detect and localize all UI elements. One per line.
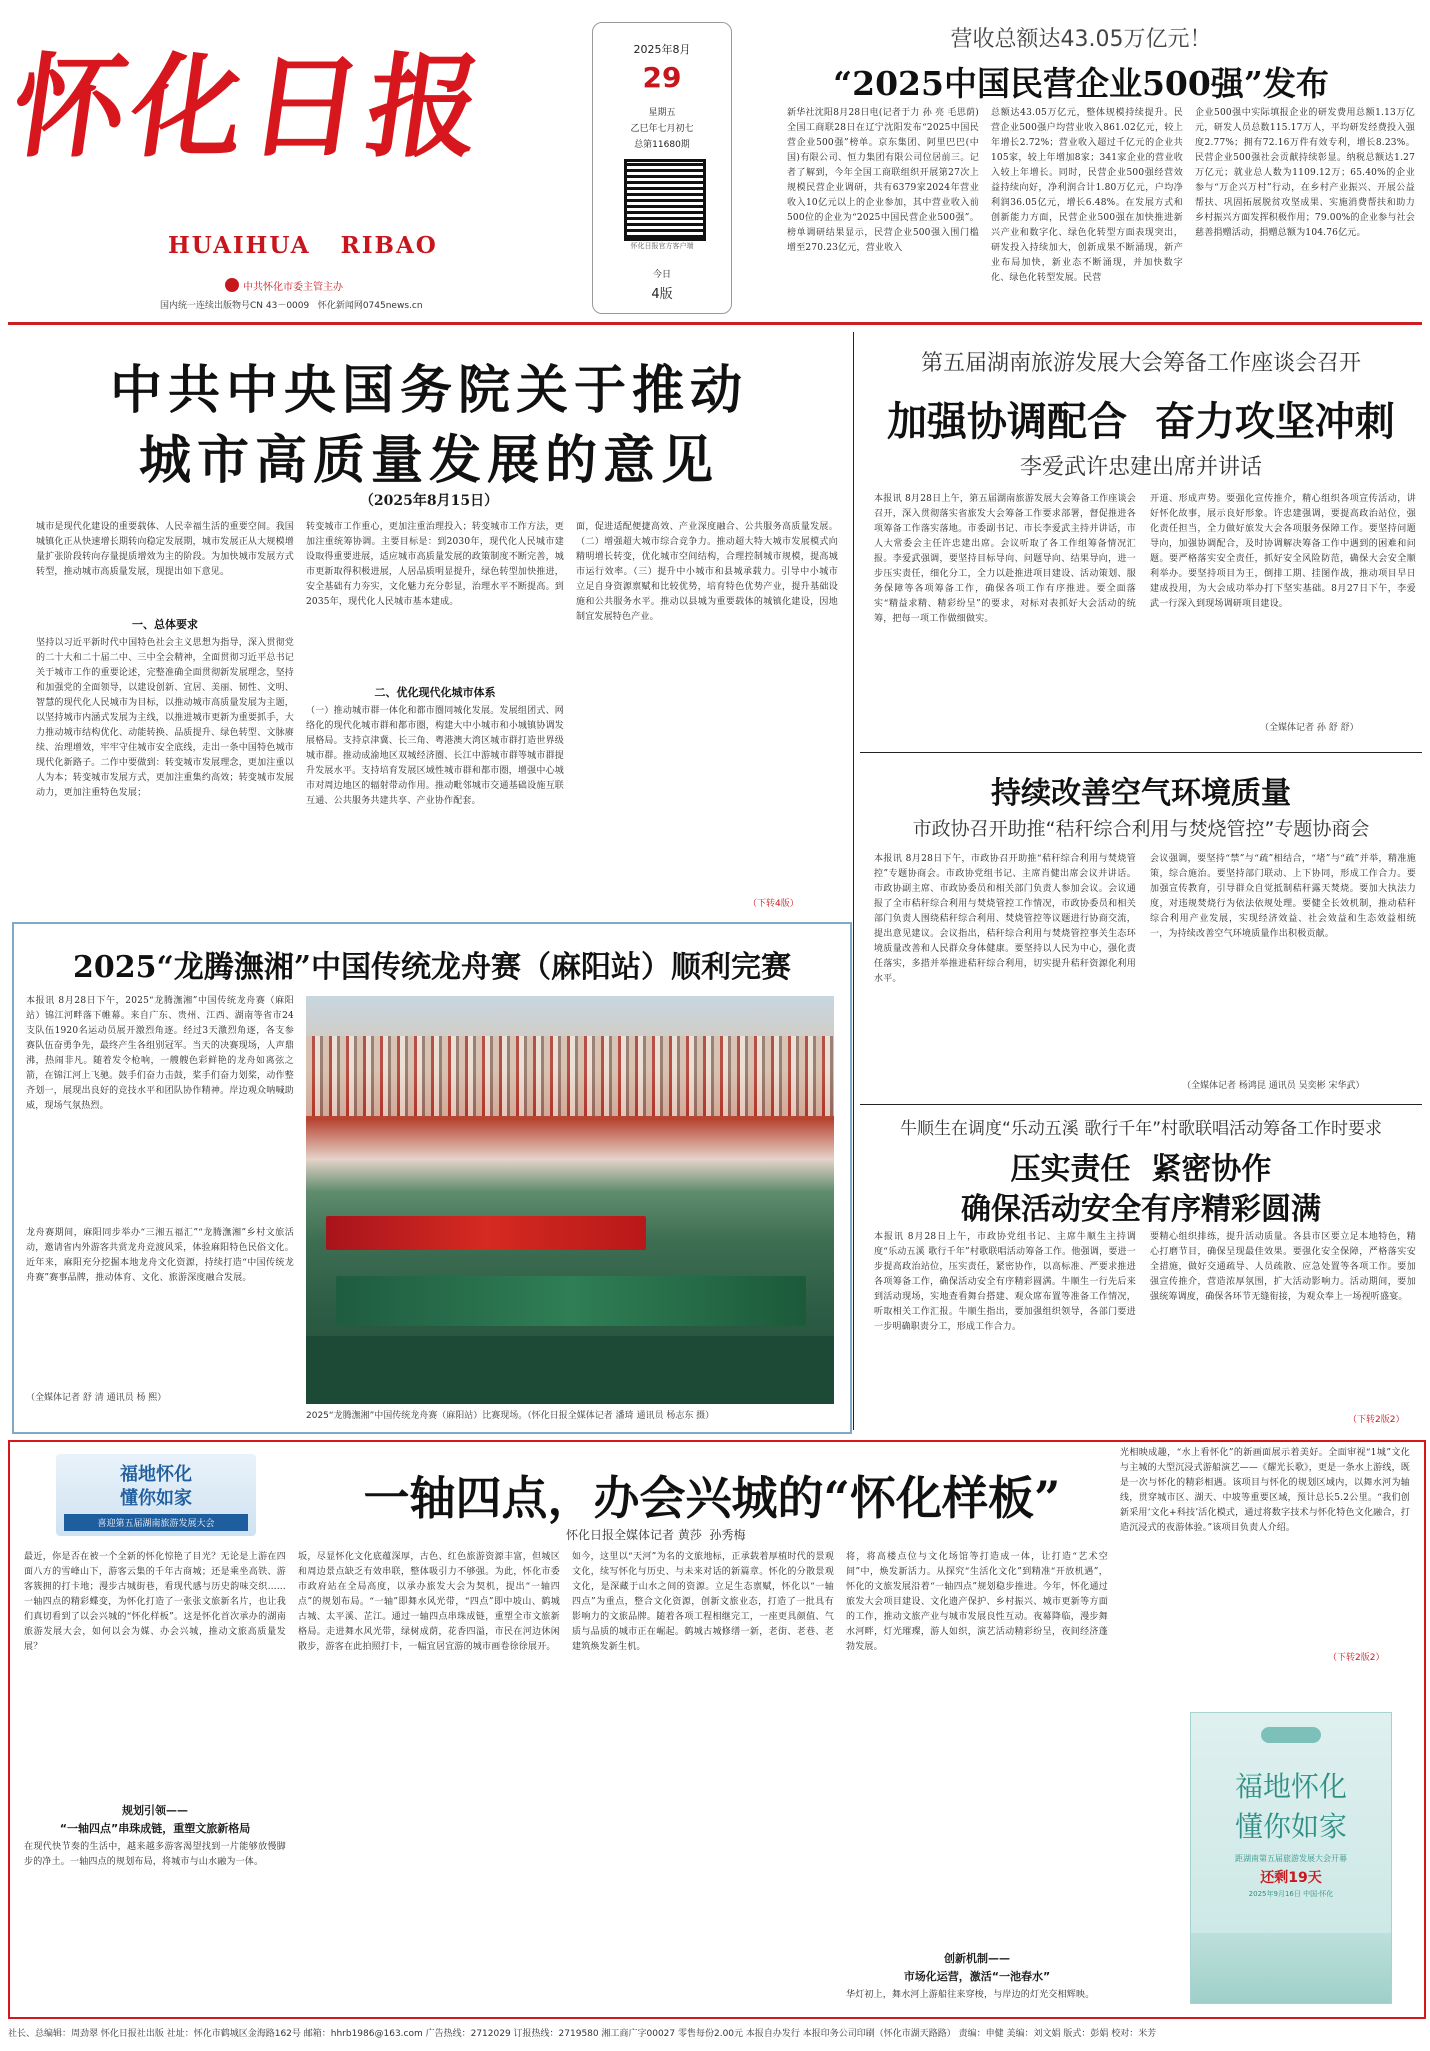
lead-col-1-intro: 城市是现代化建设的重要载体、人民幸福生活的重要空间。我国城镇化正从快速增长期转向稳定发展期，城市发展正从大规模增量扩张阶段转向存量提质增效为主的阶段。为加快城市发展方式转型，推动城市高质量发展，现提出如下意见。 bbox=[36, 522, 294, 577]
issue-number: 总第11680期 bbox=[634, 140, 690, 150]
divider-vertical-main bbox=[853, 332, 854, 1430]
song-title-line-1: 压实责任 紧密协作 bbox=[1010, 1152, 1272, 1187]
photo-water bbox=[306, 1336, 834, 1404]
dragon-boat-photo bbox=[306, 996, 834, 1404]
qr-caption: 怀化日报官方客户端 bbox=[630, 242, 694, 250]
badge-line-3: 喜迎第五届湖南旅游发展大会 bbox=[64, 1514, 248, 1531]
tourism-subtitle: 李爱武许忠建出席并讲话 bbox=[1019, 455, 1262, 480]
promo-line-3: 距湖南第五届旅游发展大会开幕 bbox=[1235, 1854, 1347, 1863]
promo-line-1: 福地怀化 bbox=[1234, 1770, 1347, 1803]
boat-byline: （全媒体记者 舒 清 通讯员 杨 熙） bbox=[26, 1393, 167, 1403]
tourism-article bbox=[860, 330, 1422, 750]
feature-col-1-section: 规划引领—— bbox=[122, 1804, 188, 1817]
masthead-sponsor: 中共怀化市委主管主办 bbox=[243, 282, 343, 293]
feature-col-1-section-2: “一轴四点”串珠成链，重塑文旅新格局 bbox=[59, 1822, 251, 1835]
feature-badge bbox=[56, 1454, 256, 1536]
page-footer: 社长、总编辑：周劲翠 怀化日报社出版 社址：怀化市鹤城区金海路162号 邮箱：hhrb1986@163.com 广告热线：2712029 订报热线：2719580 湘工商广字00027 零售每份2.00元 本报自办发行 本报印务公司印刷（怀化市湖天路路） 责编：申健 美编：刘文娟 版式：彭娟 校对：米芳 bbox=[8, 2029, 1157, 2039]
date-day: 29 bbox=[642, 61, 682, 94]
red-dragon-boat bbox=[326, 1216, 646, 1250]
date-weekday: 星期五 bbox=[648, 108, 676, 118]
lead-section-1: 一、总体要求 bbox=[132, 618, 198, 631]
boat-col-1: 本报讯 8月28日下午，2025“龙腾潕湘”中国传统龙舟赛（麻阳站）锦江河畔落下帷幕。来自广东、贵州、江西、湖南等省市24支队伍1920名运动员展开激烈角逐。经过3天激烈角逐，各支参赛队伍奋勇争先，最终产生各组别冠军。当天的决赛现场，人声鼎沸，热闹非凡。随着发令枪响，一艘艘色彩鲜艳的龙舟如离弦之箭，在锦江河上飞驰。鼓手们奋力击鼓，桨手们奋力划桨，动作整齐划一，展现出良好的竞技水平和团队协作精神。岸边观众呐喊助威，现场气氛热烈。 bbox=[26, 996, 294, 1111]
tourism-byline: （全媒体记者 孙 舒 舒） bbox=[1260, 723, 1359, 733]
top-story-kicker: 营收总额达43.05万亿元！ bbox=[950, 27, 1212, 52]
song-col-1: 本报讯 8月28日上午，市政协党组书记、主席牛顺生主持调度“乐动五溪 歌行千年”村歌联唱活动筹备工作。他强调，要进一步提高政治站位，压实责任，紧密协作，以高标准、严要求推进各项筹备工作，确保活动安全有序精彩圆满。牛顺生一行先后来到活动现场，实地查看舞台搭建、观众席布置等准备工作情况，听取相关工作汇报。牛顺生指出，要加强组织领导，各部门要进一步明确职责分工，形成工作合力。 bbox=[874, 1232, 1136, 1332]
feature-col-4b: 华灯初上，舞水河上游船往来穿梭，与岸边的灯光交相辉映。 bbox=[846, 1990, 1095, 2000]
feature-col-4-section-2: 市场化运营，激活“一池春水” bbox=[903, 1970, 1051, 1983]
lead-jump[interactable]: （下转4版） bbox=[748, 899, 799, 909]
air-title: 持续改善空气环境质量 bbox=[991, 776, 1291, 811]
badge-line-1: 福地怀化 bbox=[120, 1464, 192, 1485]
boat-title: 2025“龙腾潕湘”中国传统龙舟赛（麻阳站）顺利完赛 bbox=[72, 950, 791, 985]
photo-crowd bbox=[306, 1036, 834, 1116]
top-story-col-3: 企业500强中实际填报企业的研发费用总额1.13万亿元，研发人员总数115.17万人，平均研发经费投入强度2.77%；拥有72.16万件有效专利，增长8.23%。民营企业500强社会贡献持续彰显。纳税总额达1.27万亿元；就业总人数为1109.12万；65.40%的企业参与“万企兴万村”行动，在乡村产业振兴、开展公益帮扶、巩固拓展脱贫攻坚成果、实施消费帮扶和助力乡村振兴方面发挥积极作用；79.00%的企业参与社会慈善捐赠活动，捐赠总额为104.76亿元。 bbox=[1195, 108, 1415, 238]
lead-col-2-body-b: （一）推动城市群一体化和都市圈同城化发展。发展组团式、网络化的现代化城市群和都市圈，构建大中小城市和小城镇协调发展格局。支持京津冀、长三角、粤港澳大湾区城市群打造世界级城市群。推动成渝地区双城经济圈、长江中游城市群等城市群提升发展水平。支持培育发展区域性城市群和都市圈，增强中心城市对周边地区的辐射带动作用。推动毗邻城市交通基础设施互联互通、公共服务共建共享、产业协作配套。 bbox=[306, 706, 564, 806]
date-month: 2025年8月 bbox=[633, 43, 691, 56]
feature-col-4: 将，将高楼点位与文化场馆等打造成一体，让打造“艺术空间”中，焕发新活力。从探究“生活化文化”到精准“开放机遇”，怀化的文旅发展沿着“一轴四点”规划稳步推进。今年，怀化通过旅发大会项目建设、文化遗产保护、乡村振兴、城市更新等方面的工作，推动文旅产业与城市发展良性互动。夜幕降临，漫步舞水河畔，灯光璀璨，游人如织，演艺活动精彩纷呈，夜间经济蓬勃发展。 bbox=[846, 1552, 1108, 1652]
feature-col-3: 如今，这里以“天河”为名的文旅地标，正承载着厚植时代的景观文化，续写怀化与历史、与未来对话的新篇章。怀化的分散景观文化，是深藏于山水之间的资源。立足生态禀赋，怀化以“一轴四点”为重点，整合文化资源，创新文旅业态，打造了一批具有影响力的文旅品牌。随着各项工程相继完工，一座更具颜值、气质与品质的城市正在崛起。鹤城古城修缮一新，老街、老巷、老建筑焕发新生机。 bbox=[572, 1552, 834, 1652]
top-story-col-2: 总额达43.05万亿元，整体规模持续提升。民营企业500强户均营业收入861.02亿元，较上年增长2.72%；营业收入超过千亿元的企业共105家，较上年增加8家；341家企业的营业收入较上年增长。同时，民营企业500强经营效益持续向好，净利润合计1.80万亿元，户均净利润36.05亿元，增长6.48%。在发展方式和创新能力方面，民营企业500强在加快推进新兴产业和数字化、绿色化转型方面表现突出，研发投入持续加大，创新成果不断涌现，新产业布局加快，新业态不断涌现，并加快数字化、绿色化转型发展。民营 bbox=[991, 108, 1183, 283]
feature-byline: 怀化日报全媒体记者 黄莎 孙秀梅 bbox=[566, 1528, 746, 1542]
lead-title-line-2: 城市高质量发展的意见 bbox=[138, 431, 719, 491]
countdown-promo bbox=[1190, 1712, 1392, 2004]
tourism-title: 加强协调配合 奋力攻坚冲刺 bbox=[887, 399, 1395, 445]
tourism-col-1: 本报讯 8月28日上午，第五届湖南旅游发展大会筹备工作座谈会召开，深入贯彻落实省旅发大会筹备工作要求部署，督促推进各项筹备工作落实落地。市委副书记、市长李爱武主持并讲话，市人大常委会主任许忠建出席。会议听取了各工作组筹备情况汇报。李爱武强调，要坚持目标导向、问题导向、结果导向，进一步压实责任，细化分工，全力以赴推进项目建设、活动策划、服务保障等各项筹备工作，确保各项工作有序推进。要全面落实“精益求精、精彩纷呈”的要求，对标对表抓好大会活动的统筹，把每一项工作做细做实。 bbox=[874, 494, 1136, 624]
promo-line-2: 懂你如家 bbox=[1234, 1810, 1347, 1843]
top-story-title: “2025中国民营企业500强”发布 bbox=[833, 64, 1329, 103]
song-title-line-2: 确保活动安全有序精彩圆满 bbox=[961, 1192, 1321, 1227]
air-byline: （全媒体记者 杨鸿昆 通讯员 吴奕彬 宋华武） bbox=[1182, 1081, 1365, 1091]
lead-col-2-body: 转变城市工作重心，更加注重治理投入；转变城市工作方法，更加注重统筹协调。主要目标是：到2030年，现代化人民城市建设取得重要进展，适应城市高质量发展的政策制度不断完善，城市更新取得积极进展，人居品质明显提升，绿色转型加快推进，安全基础有力夯实，文化魅力充分彰显，治理水平不断提高。到2035年，现代化人民城市基本建成。 bbox=[306, 522, 564, 607]
green-dragon-boat bbox=[336, 1276, 806, 1326]
lead-col-1-body: 坚持以习近平新时代中国特色社会主义思想为指导，深入贯彻党的二十大和二十届二中、三中全会精神，全面贯彻习近平总书记关于城市工作的重要论述，完整准确全面贯彻新发展理念，坚持和加强党的全面领导，以建设创新、宜居、美丽、韧性、文明、智慧的现代化人民城市为目标，以推动城市高质量发展为主题，以坚持城市内涵式发展为主线，以推进城市更新为重要抓手，大力推动城市结构优化、动能转换、品质提升、绿色转型、文脉赓续、治理增效，牢牢守住城市安全底线，走出一条中国特色城市现代化新路子。二作中要做到：转变城市发展理念，更加注重以人为本；转变城市发展方式，更加注重集约高效；转变城市发展动力，更加注重特色发展； bbox=[36, 638, 294, 798]
air-col-1: 本报讯 8月28日下午，市政协召开助推“秸秆综合利用与焚烧管控”专题协商会。市政协党组书记、主席肖健出席会议并讲话。市政协副主席、市政协委员和相关部门负责人参加会议。会议通报了全市秸秆综合利用与焚烧管控工作情况，市政协委员和相关部门负责人围绕秸秆综合利用、焚烧管控等议题进行协商交流，提出意见建议。会议指出，秸秆综合利用与焚烧管控事关生态环境质量改善和人民群众身体健康。要坚持以人民为中心，强化责任落实，多措并举推进秸秆综合利用，切实提升秸秆资源化利用水平。 bbox=[874, 854, 1136, 984]
song-col-2: 要精心组织排练，提升活动质量。各县市区要立足本地特色，精心打磨节目，确保呈现最佳效果。要强化安全保障，严格落实安全措施，做好交通疏导、人员疏散、应急处置等各项工作。要加强宣传推介，营造浓厚氛围，扩大活动影响力。活动期间，要加强统筹调度，确保各环节无缝衔接，为观众奉上一场视听盛宴。 bbox=[1150, 1232, 1416, 1302]
divider-tourism bbox=[860, 752, 1422, 753]
air-col-2: 会议强调，要坚持“禁”与“疏”相结合，“堵”与“疏”并举，精准施策，综合施治。要坚持部门联动、上下协同，形成工作合力。要加强宣传教育，引导群众自觉抵制秸秆露天焚烧。要加大执法力度，对违规焚烧行为依法依规处理。要健全长效机制，推动秸秆综合利用产业发展，实现经济效益、社会效益和生态效益相统一，为持续改善空气环境质量作出积极贡献。 bbox=[1150, 854, 1416, 939]
feature-article bbox=[8, 1440, 1426, 2019]
date-box bbox=[592, 22, 732, 314]
masthead-serial: 国内统一连续出版物号CN 43－0009 怀化新闻网0745news.cn bbox=[160, 301, 423, 311]
promo-skyline bbox=[1191, 1933, 1391, 2003]
today-pages: 4版 bbox=[651, 287, 673, 302]
qr-code-icon bbox=[624, 159, 706, 241]
promo-logo-icon bbox=[1261, 1727, 1321, 1743]
divider-air bbox=[860, 1104, 1422, 1105]
air-article bbox=[860, 756, 1422, 1102]
song-jump[interactable]: （下转2版2） bbox=[1348, 1415, 1405, 1425]
promo-line-5: 2025年9月16日 中国·怀化 bbox=[1248, 1890, 1334, 1898]
feature-col-1: 最近，你是否在被一个全新的怀化惊艳了目光？无论是上游在四面八方的雪峰山下，游客云集的千年古商城；还是乘坐高铁、游客簇拥的打卡地；漫步古城街巷，看现代感与历史韵味交织……一轴四点的精彩蝶变，为怀化打造了一张张文旅新名片，也让我们真切看到了以会兴城的“怀化样板”。这是怀化首次承办的湖南旅游发展大会，如何以会为媒、办会兴城，推动文旅高质量发展？ bbox=[24, 1552, 286, 1652]
lead-title-line-1: 中共中央国务院关于推动 bbox=[109, 361, 748, 421]
photo-caption: 2025“龙腾潕湘”中国传统龙舟赛（麻阳站）比赛现场。（怀化日报全媒体记者 潘琦 通讯员 杨志东 摄） bbox=[306, 1411, 715, 1421]
feature-col-2: 坂，尽显怀化文化底蕴深厚，古色、红色旅游资源丰富，但城区和周边景点缺乏有效串联，整体吸引力不够强。为此，怀化市委市政府站在全局高度，以承办旅发大会为契机，提出“一轴四点”的规划布局。“一轴”即舞水风光带，“四点”即中坡山、鹤城古城、太平溪、芷江。通过一轴四点串珠成链，重塑全市文旅新格局。走进舞水风光带，绿树成荫，花香四溢，市民在河边休闲散步，游客在此拍照打卡，一幅宜居宜游的城市画卷徐徐展开。 bbox=[298, 1552, 560, 1652]
lead-article bbox=[8, 330, 850, 915]
masthead-title: 怀化日报 bbox=[4, 42, 496, 173]
boat-article bbox=[12, 922, 852, 1434]
masthead-rule bbox=[8, 322, 1422, 325]
tourism-col-2: 开道、形成声势。要强化宣传推介，精心组织各项宣传活动，讲好怀化故事，展示良好形象。许忠建强调，要提高政治站位，强化责任担当，全力做好旅发大会各项服务保障工作。要坚持问题导向，加强协调配合，及时协调解决筹备工作中遇到的困难和问题。要严格落实安全责任，抓好安全风险防范，确保大会安全顺利举办。要坚持项目为王，倒排工期、挂图作战，推动项目早日建成投用，为大会成功举办打下坚实基础。8月27日下午，李爱武一行深入到现场调研项目建设。 bbox=[1150, 494, 1416, 609]
feature-col-5: 光相映成趣，“水上看怀化”的新画面展示着美好。全面审视“1城”文化与主城的大型沉浸式游船演艺——《耀光长歌》，更是一条水上游线，既是一次与怀化的精彩相遇。该项目与怀化的规划区域内，以舞水河为轴线，贯穿城市区、湖天、中坡等重要区域，预计总长5.2公里。“我们创新采用‘文化+科技’活化模式，通过将数字技术与怀化特色文化融合，打造沉浸式的夜游体验。”该项目负责人介绍。 bbox=[1120, 1448, 1410, 1533]
sponsor-logo-icon bbox=[225, 278, 239, 292]
feature-title: 一轴四点，办会兴城的“怀化样板” bbox=[363, 1471, 1061, 1525]
lead-dateline: （2025年8月15日） bbox=[359, 493, 499, 509]
masthead-pinyin: HUAIHUA RIBAO bbox=[168, 232, 438, 259]
feature-col-4-section: 创新机制—— bbox=[944, 1952, 1010, 1965]
boat-col-1b: 龙舟赛期间，麻阳同步举办“三湘五福汇”“龙腾潕湘”乡村文旅活动，邀请省内外游客共赏龙舟竞渡风采，体验麻阳特色民俗文化。近年来，麻阳充分挖掘本地龙舟文化资源，持续打造“中国传统龙舟赛”赛事品牌，推动体育、文化、旅游深度融合发展。 bbox=[26, 1228, 294, 1283]
feature-jump[interactable]: （下转2版2） bbox=[1328, 1653, 1385, 1663]
song-kicker: 牛顺生在调度“乐动五溪 歌行千年”村歌联唱活动筹备工作时要求 bbox=[899, 1119, 1383, 1139]
air-subtitle: 市政协召开助推“秸秆综合利用与焚烧管控”专题协商会 bbox=[912, 818, 1370, 840]
today-label: 今日 bbox=[652, 270, 671, 280]
song-article bbox=[860, 1108, 1422, 1430]
lead-section-2: 二、优化现代化城市体系 bbox=[374, 686, 496, 699]
tourism-kicker: 第五届湖南旅游发展大会筹备工作座谈会召开 bbox=[920, 351, 1361, 376]
top-story bbox=[745, 14, 1417, 314]
feature-col-1b: 在现代快节奏的生活中，越来越多游客渴望找到一片能够放慢脚步的净土。一轴四点的规划布局，将城市与山水融为一体。 bbox=[24, 1842, 286, 1867]
lead-col-3-body: 面，促进适配便捷高效、产业深度融合、公共服务高质量发展。（二）增强超大城市综合竞争力。推动超大特大城市发展模式向精明增长转变，优化城市空间结构，合理控制城市规模，提高城市运行效率。（三）提升中小城市和县城承载力。引导中小城市立足自身资源禀赋和比较优势，培育特色优势产业，提升基础设施和公共服务水平。推动以县城为重要载体的城镇化建设，因地制宜发展特色产业。 bbox=[576, 522, 838, 622]
promo-line-4: 还剩19天 bbox=[1260, 1870, 1322, 1886]
top-story-col-1: 新华社沈阳8月28日电(记者于力 孙 亮 毛思荫)全国工商联28日在辽宁沈阳发布“2025中国民营企业500强”榜单。京东集团、阿里巴巴(中国)有限公司、恒力集团有限公司位居前三。记者了解到，今年全国工商联组织开展第27次上规模民营企业调研，共有6379家2024年营业收入10亿元以上的企业参加，其中营业收入前500位的企业为“2025中国民营企业500强”。榜单调研结果显示，民营企业500强入围门槛增至270.23亿元，营业收入 bbox=[787, 108, 979, 253]
date-lunar: 乙巳年七月初七 bbox=[630, 124, 694, 134]
badge-line-2: 懂你如家 bbox=[120, 1488, 192, 1509]
